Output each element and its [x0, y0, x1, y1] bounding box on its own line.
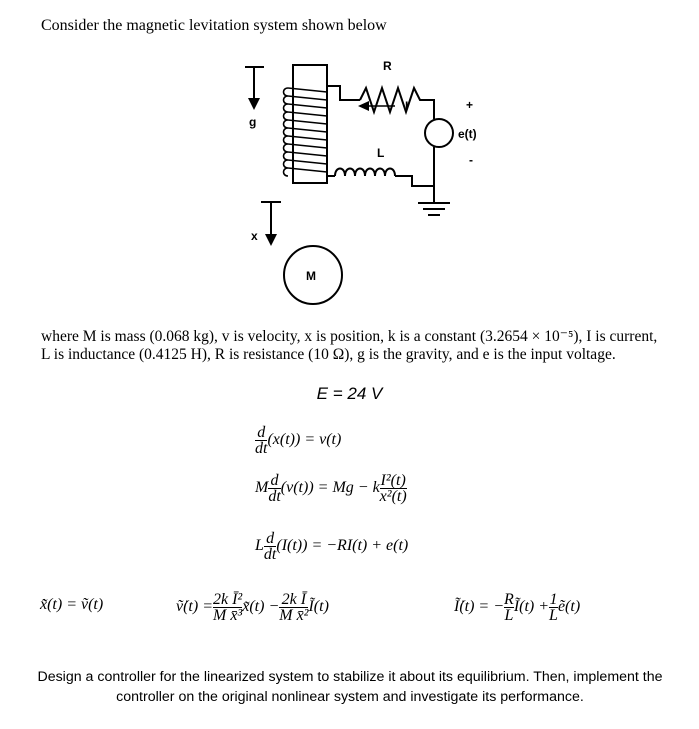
- description-line-1: where M is mass (0.068 kg), v is velocity, x is position, k is a constant (3.2654 × 10⁻⁵), I is current,: [41, 328, 658, 345]
- maglev-diagram: [0, 0, 699, 330]
- equation-current: L $\frac{d}{dt}$ (I(t)) = −RI(t) + e(t): [255, 530, 409, 563]
- label-L: L: [377, 146, 385, 160]
- task-line-2: controller on the original nonlinear system and investigate its performance.: [116, 689, 584, 705]
- linear-eq-velocity: ṽ̇(t) = $\frac{\text{2k Ī²}}{\text{M x̄³}}$ x̃(t) − $\frac{\text{2k Ī}}{\text{M x̄²}}$ Ĩ(t): [176, 591, 329, 624]
- label-R: R: [383, 59, 392, 73]
- energy-value: E = 24 V: [316, 384, 383, 403]
- label-source: e(t): [458, 127, 477, 141]
- task-statement: [10, 667, 690, 707]
- label-minus: -: [469, 153, 473, 167]
- label-g: g: [249, 115, 257, 129]
- task-line-1: Design a controller for the linearized system to stabilize it about its equilibrium. Then, implement the: [37, 669, 663, 685]
- inductor-symbol: [335, 169, 395, 177]
- description-line-2: L is inductance (0.4125 H), R is resistance (10 Ω), g is the gravity, and e is the input voltage.: [41, 346, 616, 363]
- position-arrowhead: [265, 234, 277, 246]
- gravity-arrowhead: [248, 98, 260, 110]
- label-plus: +: [466, 98, 474, 112]
- label-I: I: [405, 99, 409, 113]
- linear-eq-position: x̃̇(t) = ṽ(t): [40, 596, 104, 613]
- label-M: M: [306, 269, 316, 283]
- resistor-symbol: [360, 88, 434, 116]
- linear-eq-current: Ĩ̇(t) = − $\frac{R}{L}$ Ĩ(t) + $\frac{1}{L}$ ẽ(t): [454, 591, 581, 624]
- wire-top: [327, 86, 360, 100]
- intro-text: Consider the magnetic levitation system shown below: [41, 17, 387, 34]
- voltage-source-symbol: [425, 119, 453, 147]
- current-arrowhead: [358, 101, 369, 111]
- variable-description: [41, 328, 681, 364]
- equation-velocity: M $\frac{d}{dt}$ (v(t)) = Mg − k $\frac{\text{I²(t)}}{\text{x²(t)}}$: [255, 472, 407, 505]
- equation-position: $\frac{d}{dt}$ (x(t)) = v(t): [255, 424, 342, 457]
- label-x: x: [251, 229, 258, 243]
- coil-windings: [284, 88, 289, 176]
